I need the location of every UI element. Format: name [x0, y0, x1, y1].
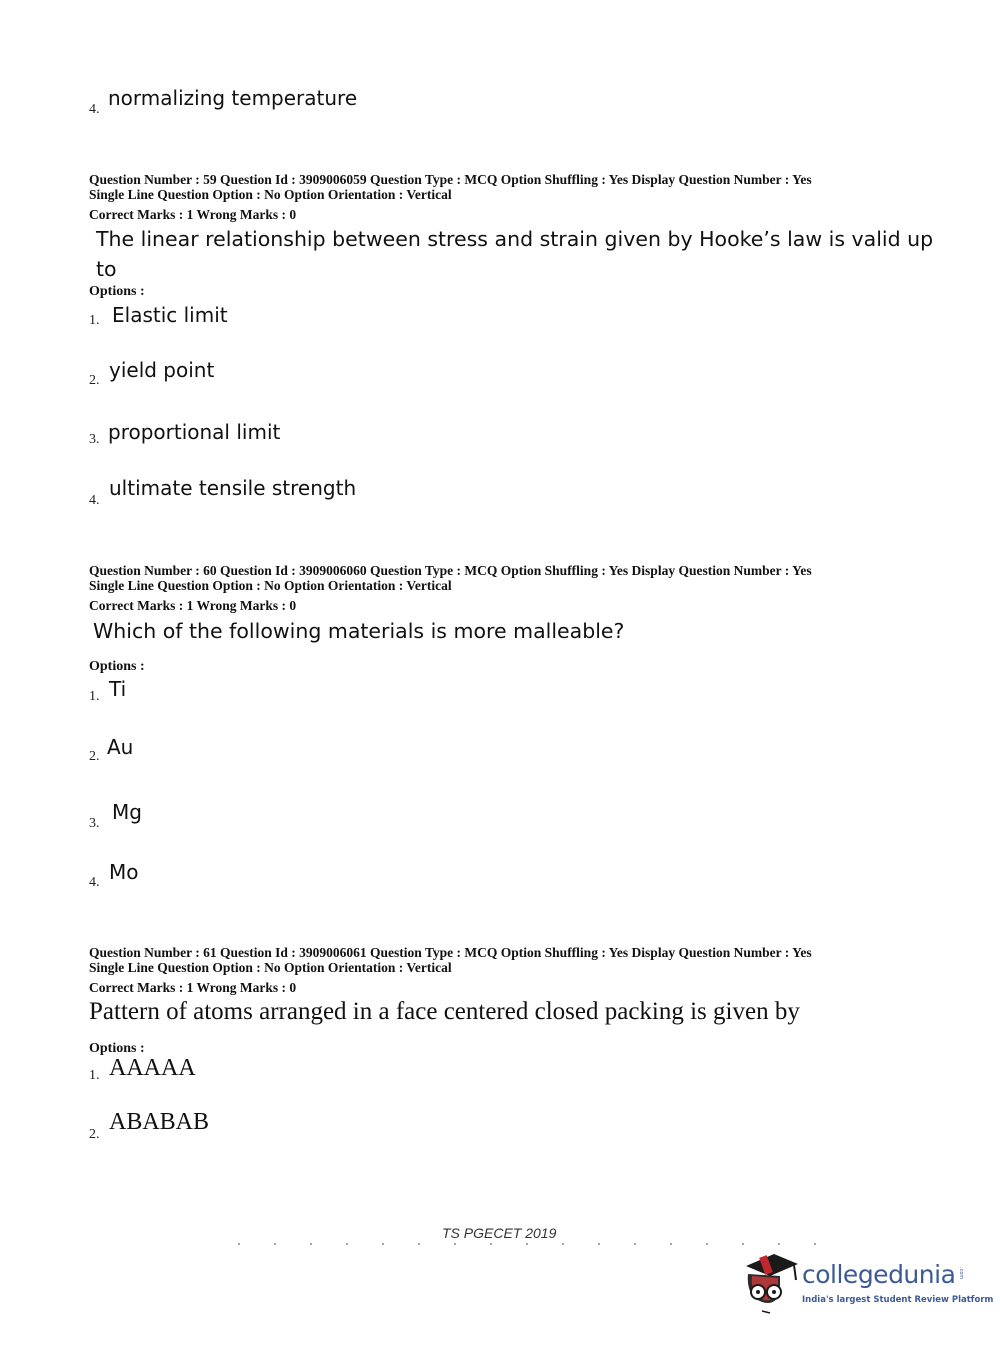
- question-meta-line1: Question Number : 61 Question Id : 3909006061 Question Type : MCQ Option Shuffling : Yes Display Question Number : Yes: [89, 945, 812, 960]
- option-text: Au: [107, 735, 134, 759]
- option-text: proportional limit: [108, 420, 281, 444]
- option-text: Elastic limit: [112, 303, 228, 327]
- option-number: 3.: [89, 816, 100, 831]
- logo-tagline: India's largest Student Review Platform: [802, 1295, 994, 1305]
- question-marks: Correct Marks : 1 Wrong Marks : 0: [89, 598, 297, 613]
- option-number: 1.: [89, 1068, 100, 1083]
- option-text: AAAAA: [109, 1055, 196, 1081]
- footer-exam-title: TS PGECET 2019: [442, 1225, 557, 1241]
- question-text-line2: to: [96, 257, 117, 281]
- option-text: normalizing temperature: [108, 86, 358, 110]
- option-text: ultimate tensile strength: [109, 476, 357, 500]
- mascot-icon: [740, 1246, 802, 1314]
- option-text: ABABAB: [109, 1109, 210, 1135]
- option-text: yield point: [109, 358, 215, 382]
- footer-divider: [238, 1243, 818, 1245]
- option-text: Mg: [112, 800, 142, 824]
- question-meta-line2: Single Line Question Option : No Option Orientation : Vertical: [89, 960, 452, 975]
- option-text: Ti: [109, 677, 127, 701]
- option-number: 2.: [89, 749, 100, 764]
- option-number: 1.: [89, 313, 100, 328]
- question-meta-line1: Question Number : 60 Question Id : 3909006060 Question Type : MCQ Option Shuffling : Yes Display Question Number : Yes: [89, 563, 812, 578]
- options-label: Options :: [89, 659, 145, 674]
- option-number: 2.: [89, 373, 100, 388]
- logo-com: .com: [958, 1267, 964, 1280]
- option-text: Mo: [109, 860, 139, 884]
- question-text-line1: The linear relationship between stress and strain given by Hooke’s law is valid up: [96, 227, 934, 251]
- option-number: 4.: [89, 102, 100, 117]
- question-meta-line2: Single Line Question Option : No Option Orientation : Vertical: [89, 578, 452, 593]
- options-label: Options :: [89, 284, 145, 299]
- options-label: Options :: [89, 1041, 145, 1056]
- logo-name: collegedunia: [802, 1260, 956, 1289]
- question-marks: Correct Marks : 1 Wrong Marks : 0: [89, 207, 297, 222]
- question-meta-line2: Single Line Question Option : No Option Orientation : Vertical: [89, 187, 452, 202]
- option-number: 3.: [89, 432, 100, 447]
- question-text: Which of the following materials is more malleable?: [93, 619, 625, 643]
- option-number: 4.: [89, 493, 100, 508]
- question-text: Pattern of atoms arranged in a face centered closed packing is given by: [89, 998, 800, 1025]
- question-marks: Correct Marks : 1 Wrong Marks : 0: [89, 980, 297, 995]
- collegedunia-logo: [740, 1246, 994, 1316]
- option-number: 1.: [89, 689, 100, 704]
- option-number: 4.: [89, 875, 100, 890]
- option-number: 2.: [89, 1127, 100, 1142]
- question-meta-line1: Question Number : 59 Question Id : 3909006059 Question Type : MCQ Option Shuffling : Yes Display Question Number : Yes: [89, 172, 812, 187]
